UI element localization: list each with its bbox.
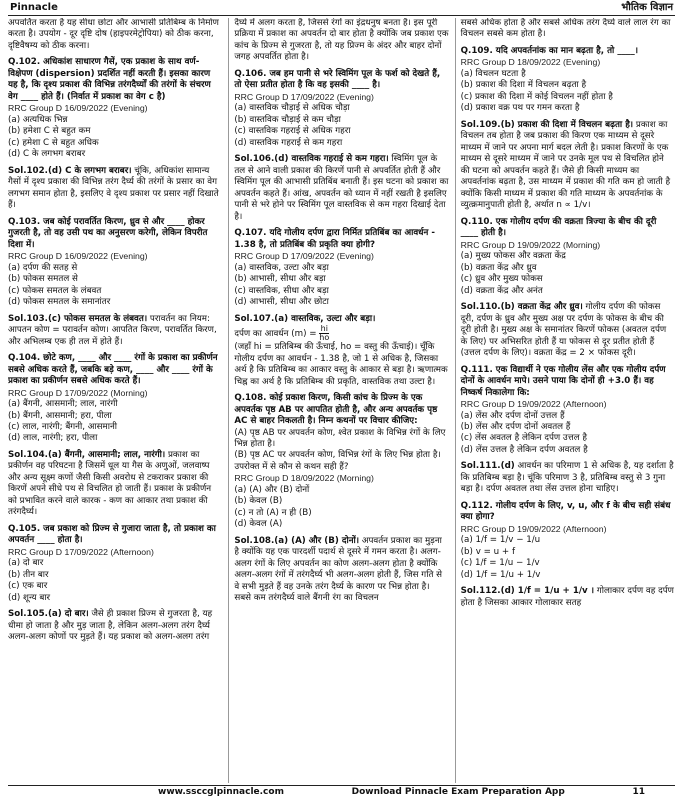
option-b: (b) तीन बार: [8, 569, 49, 580]
solution-head: Sol.111.(d): [460, 461, 515, 472]
solution-body: प्रकाश का विचलन तब होता है जब प्रकाश की किरण एक माध्यम से दूसरे माध्यम में जाने पर अपना मार्ग बदल लेती है। प्रकाश किरणों के एक माध्यम से दूसरे माध्यम में जाने पर उनके मूल पथ से विचलित होने की घटना को अपवर्तन कहते हैं। जैसे ही किसी माध्यम का अपवर्तनांक बढ़ता है, उस माध्यम में प्रकाश की गति कम हो जाती है क्योंकि किसी माध्यम में प्रकाश की गति माध्यम के अपवर्तनांक के व्युत्क्रमानुपाती होती है, अर्थात n ∝ 1/v।: [460, 119, 671, 211]
question-105: [8, 524, 222, 604]
page-header: [8, 0, 675, 16]
question-text: Q.102. अधिकांश साधारण गैसें, एक प्रकाश के साथ वर्ण-विक्षेपण (dispersion) प्रदर्शित नहीं करती हैं। इसका कारण यह है, कि दृश्य प्रकाश की विभिन्न तरंगदैर्घ्यों की तरंगों के संचरण वेग ____ होते हैं। (निर्वात में प्रकाश का वेग c है): [8, 57, 211, 102]
paragraph: सबसे अधिक होता है और सबसे अधिक तरंग दैर्घ्य वाले लाल रंग का विचलन सबसे कम होता है।: [460, 18, 671, 40]
option-c: (c) न तो (A) न ही (B): [234, 507, 312, 518]
exam-tag: RRC Group D 19/09/2022 (Morning): [460, 239, 601, 250]
solution-104: [8, 450, 222, 519]
option-d: (d) वक्रता केंद्र और अनंत: [460, 285, 543, 296]
option-a: (a) मुख्य फोकस और वक्रता केंद्र: [460, 251, 566, 262]
question-text: Q.106. जब हम पानी से भरे स्विमिंग पूल के फर्श को देखते हैं, तो ऐसा प्रतीत होता है कि वह इसकी ____ है।: [234, 68, 441, 91]
exam-tag: RRC Group D 19/09/2022 (Afternoon): [460, 399, 607, 410]
column-1: [8, 18, 222, 783]
exam-tag: RRC Group D 16/09/2022 (Evening): [8, 103, 148, 114]
option-a: (a) दर्पण की सतह से: [8, 262, 78, 273]
column-3: [455, 18, 675, 783]
question-110: [461, 217, 675, 297]
solution-head: Sol.104.(a) बैंगनी, आसमानी; लाल, नारंगी।: [8, 449, 166, 460]
solution-102: [8, 166, 222, 212]
question-111: [461, 365, 675, 457]
solution-112: [461, 586, 675, 609]
question-text: Q.107. यदि गोलीय दर्पण द्वारा निर्मित प्रतिबिंब का आवर्धन - 1.38 है, तो प्रतिबिंब की प्रकृति क्या होगी?: [234, 228, 435, 250]
column-2: [228, 18, 448, 783]
solution-head: Sol.103.(c) फोकस समतल के लंबवत।: [8, 313, 148, 324]
question-108: [234, 393, 448, 531]
solution-103: [8, 314, 222, 348]
question-text: Q.108. कोई प्रकाश किरण, किसी कांच के प्रिज्म के एक अपवर्तक पृष्ठ AB पर आपतित होती है, और अन्य अपवर्तक पृष्ठ AC से बाहर निकलती है। निम्न कथनों पर विचार कीजिए:: [234, 393, 438, 427]
question-106: [234, 69, 448, 149]
solution-head: Sol.109.(b) प्रकाश की दिशा में विचलन बढ़ता है।: [460, 119, 634, 130]
option-a: (a) 1/f = 1/v − 1/u: [460, 535, 541, 546]
option-d: (d) प्रकाश वक्र पथ पर गमन करता है: [460, 103, 580, 114]
option-d: (d) लेंस उत्तल है लेकिन दर्पण अवतल है: [460, 444, 588, 455]
question-103: [8, 217, 222, 309]
solution-head: Sol.102.(d) C के लगभग बराबर।: [8, 165, 132, 176]
exam-tag: RRC Group D 17/09/2022 (Afternoon): [8, 546, 154, 557]
option-c: (c) फोकस समतल के लंबवत: [8, 285, 102, 296]
option-d: (d) आभासी, सीधा और छोटा: [234, 297, 329, 308]
option-b: (b) फोकस समतल से: [8, 274, 78, 285]
solution-head: Sol.106.(d) वास्तविक गहराई से कम गहरा।: [234, 154, 389, 165]
solution-110: [461, 302, 675, 359]
option-a: (a) विचलन घटता है: [460, 68, 526, 79]
solution-body: अपवर्तन प्रकाश का मुड़ना है क्योंकि यह एक पारदर्शी पदार्थ से दूसरे में गमन करता है। अलग-अलग रंगों के लिए अपवर्तन का कोण अलग-अलग होता है क्योंकि अलग-अलग रंगों में तरंगदैर्घ्य भी अलग-अलग होती हैं, जिस गति से वे सभी मुड़ते हैं वह उनके तरंग दैर्घ्य के कारण पर भिन्न होता है। सबसे कम तरंगदैर्घ्य वाले बैंगनी रंग का विचलन: [234, 535, 443, 604]
option-d: (d) वास्तविक गहराई से कम गहरा: [234, 137, 343, 148]
solution-head: Sol.112.(d) 1/f = 1/u + 1/v ।: [460, 586, 595, 597]
question-109: [461, 46, 675, 115]
option-c: (c) लाल, नारंगी; बैंगनी, आसमानी: [8, 421, 118, 432]
solution-body: (जहाँ hi = प्रतिबिम्ब की ऊँचाई, ho = वस्तु की ऊँचाई)। चूँकि गोलीय दर्पण का आवर्धन - 1.38 है, जो 1 से अधिक है, जिसका अर्थ है कि प्रतिबिम्ब का आकार वस्तु के आकार से बड़ा है। ऋणात्मक चिह्न का अर्थ है कि प्रतिबिम्ब की प्रकृति, वास्तविक तथा उल्टा है।: [234, 342, 448, 387]
solution-105: [8, 609, 222, 643]
option-b: (b) केवल (B): [234, 496, 283, 507]
option-d: (d) 1/f = 1/u + 1/v: [460, 569, 541, 580]
option-d: (d) केवल (A): [234, 519, 283, 530]
solution-body: जैसे ही प्रकाश प्रिज्म से गुजरता है, यह धीमा हो जाता है और मुड़ जाता है, लेकिन अलग-अलग तरंग दैर्घ्य अलग-अलग कोणों पर मुड़ते हैं। यह प्रकाश को अलग-अलग तरंग: [8, 609, 213, 643]
option-a: (a) (A) और (B) दोनों: [234, 484, 310, 495]
website-link[interactable]: www.ssccglpinnacle.com: [158, 787, 284, 798]
fraction-denominator: ho: [319, 333, 330, 343]
statement-b: (B) पृष्ठ AC पर अपवर्तन कोण, विभिन्न रंगों के लिए भिन्न होता है।: [234, 450, 441, 461]
option-c: (c) ध्रुव और मुख्य फोकस: [460, 274, 543, 285]
option-b: (b) हमेशा C से बहुत कम: [8, 126, 91, 137]
option-c: (c) वास्तविक, सीधा और बड़ा: [234, 285, 329, 296]
subject-title: भौतिक विज्ञान: [621, 1, 673, 13]
solution-body: आवर्धन का परिमाण 1 से अधिक है, यह दर्शाता है कि प्रतिबिम्ब बड़ा है। चूंकि परिमाण 3 है, प्रतिबिम्ब वस्तु से 3 गुना बड़ा है। दर्पण अवतल तथा लेंस उत्तल होना चाहिए।: [460, 461, 674, 495]
page-number: 11: [632, 787, 645, 798]
option-b: (b) v = u + f: [460, 546, 516, 557]
solution-109: [461, 120, 675, 212]
page-footer: [8, 785, 675, 800]
exam-tag: RRC Group D 16/09/2022 (Evening): [8, 251, 148, 262]
option-d: (d) लाल, नारंगी; हरा, पीला: [8, 433, 98, 444]
exam-tag: RRC Group D 18/09/2022 (Evening): [460, 57, 601, 68]
app-promo: Download Pinnacle Exam Preparation App: [351, 787, 565, 798]
question-text: Q.110. एक गोलीय दर्पण की वक्रता त्रिज्या के बीच की दूरी ____ होती है।: [460, 216, 657, 239]
exam-tag: RRC Group D 19/09/2022 (Afternoon): [460, 523, 607, 534]
solution-head: Sol.110.(b) वक्रता केंद्र और ध्रुव।: [460, 302, 583, 313]
solution-head: Sol.107.(a) वास्तविक, उल्टा और बड़ा।: [234, 313, 376, 324]
exam-tag: RRC Group D 17/09/2022 (Evening): [234, 91, 374, 102]
option-a: (a) वास्तविक, उल्टा और बड़ा: [234, 262, 329, 273]
question-text: Q.103. जब कोई परावर्तित किरण, ध्रुव से और ____ होकर गुजरती है, तो वह उसी पथ का अनुसरण करेगी, लेकिन विपरीत दिशा में।: [8, 216, 208, 250]
option-c: (c) हमेशा C से बहुत अधिक: [8, 137, 99, 148]
question-ask: उपरोक्त में से कौन से कथन सही हैं?: [234, 461, 349, 472]
solution-head: Sol.108.(a) (A) और (B) दोनों।: [234, 535, 360, 546]
solution-body: गोलीय दर्पण की फोकस दूरी, दर्पण के ध्रुव और मुख्य अक्ष पर दर्पण के फोकस के बीच की दूरी होती है। मुख्य अक्ष के समानांतर किरणें फोकस (अवतल दर्पण के लिए) पर अभिसरित होती हैं या फोकस से दूर प्रतीत होती हैं (उत्तल दर्पण के लिए)। वक्रता केंद्र = 2 × फोकस दूरी।: [460, 302, 667, 359]
question-104: [8, 353, 222, 445]
option-c: (c) प्रकाश की दिशा में कोई विचलन नहीं होता है: [460, 91, 613, 102]
paragraph: दैर्घ्य में अलग करता है, जिससे रंगों का इंद्रधनुष बनता है। इस पूरी प्रक्रिया में प्रकाश का अपवर्तन दो बार होता है क्योंकि जब प्रकाश एक कांच के प्रिज्म से गुजरता है, तो यह प्रिज्म के अंदर और बाहर दोनों जगह अपवर्तित होता है।: [234, 18, 449, 63]
option-b: (b) वास्तविक चौड़ाई से कम चौड़ा: [234, 114, 341, 125]
solution-body: स्विमिंग पूल के तल से आने वाली प्रकाश की किरणें पानी से अपवर्तित होती हैं और स्विमिंग पूल की आभासी प्रतिबिंब बनाती हैं। इस घटना को प्रकाश का अपवर्तन कहते हैं। आंख, अपवर्तन को ध्यान में नहीं रखती है इसलिए पानी से भरे होने पर स्विमिंग पूल वास्तविक से कम गहरा दिखाई देता है।: [234, 154, 449, 222]
exam-tag: RRC Group D 18/09/2022 (Morning): [234, 473, 374, 484]
option-d: (d) शून्य बार: [8, 592, 51, 603]
solution-body: परावर्तन का नियम: आपतन कोण = परावर्तन कोण। आपतित किरण, परावर्तित किरण, और अभिलम्ब एक ही तल में होते हैं।: [8, 313, 217, 347]
option-c: (c) एक बार: [8, 581, 48, 592]
exam-tag: RRC Group D 17/09/2022 (Morning): [8, 387, 148, 398]
question-107: [234, 228, 448, 308]
fraction-numerator: hi: [320, 324, 328, 334]
solution-body: चूंकि, अधिकांश सामान्य गैसों में दृश्य प्रकाश की विभिन्न तरंग दैर्घ्य की तरंगों के प्रसार का वेग लगभग समान होता है, इसलिए वे दृश्य प्रकाश पर प्रसार नहीं दिखाते हैं।: [8, 165, 219, 211]
option-b: (b) प्रकाश की दिशा में विचलन बढ़ता है: [460, 80, 587, 91]
exam-tag: RRC Group D 17/09/2022 (Evening): [234, 251, 374, 262]
question-text: Q.105. जब प्रकाश को प्रिज्म से गुजारा जाता है, तो प्रकाश का अपवर्तन ____ होता है।: [8, 523, 216, 546]
paragraph: अपवर्तित करता है यह सीधा छोटा और आभासी प्रतिबिम्ब के निर्माण करता है। उपयोग - दूर दृष्टि दोष (हाइपरमेट्रोपिया) को ठीक करना, दृष्टिवैषम्य को ठीक करना।: [8, 18, 219, 51]
solution-106: [234, 154, 448, 223]
option-d: (d) C के लगभग बराबर: [8, 149, 86, 160]
option-b: (b) लेंस और दर्पण दोनों अवतल हैं: [460, 421, 571, 432]
option-a: (a) वास्तविक चौड़ाई से अधिक चौड़ा: [234, 103, 350, 114]
option-a: (a) अत्यधिक भिन्न: [8, 114, 68, 125]
question-text: Q.104. छोटे कण, ____ और ____ रंगों के प्रकाश का प्रकीर्णन सबसे अधिक करते हैं, जबकि बड़े कण, ____ और ____ रंगों के प्रकाश का प्रकीर्णन सबसे अधिक करते हैं।: [8, 353, 218, 387]
question-text: Q.109. यदि अपवर्तनांक का मान बढ़ता है, तो ____।: [460, 45, 638, 56]
option-c: (c) 1/f = 1/u − 1/v: [460, 558, 540, 569]
question-text: Q.112. गोलीय दर्पण के लिए, v, u, और f के बीच सही संबंध क्या होगा?: [460, 500, 671, 523]
option-a: (a) लेंस और दर्पण दोनों उत्तल हैं: [460, 410, 565, 421]
magnification-formula: [234, 325, 448, 342]
option-a: (a) दो बार: [8, 558, 44, 569]
solution-111: [461, 461, 675, 495]
publisher-name: Pinnacle: [10, 1, 58, 13]
option-b: (b) वक्रता केंद्र और ध्रुव: [460, 262, 537, 273]
question-text: Q.111. एक विद्यार्थी ने एक गोलीय लेंस और एक गोलीय दर्पण दोनों के आवर्धन मापे। उसने पाया कि दोनों ही +3.0 हैं। वह निष्कर्ष निकालेगा कि:: [460, 364, 666, 398]
question-102: [8, 57, 222, 160]
option-a: (a) बैंगनी, आसमानी; लाल, नारंगी: [8, 399, 118, 410]
option-d: (d) फोकस समतल के समानांतर: [8, 297, 111, 308]
option-b: (b) बैंगनी, आसमानी; हरा, पीला: [8, 410, 112, 421]
solution-107: [234, 314, 448, 388]
option-c: (c) वास्तविक गहराई से अधिक गहरा: [234, 126, 351, 137]
option-b: (b) आभासी, सीधा और बड़ा: [234, 274, 326, 285]
formula-lead: दर्पण का आवर्धन (m) =: [234, 329, 317, 340]
solution-108: [234, 536, 448, 605]
content-columns: [8, 16, 675, 783]
question-112: [461, 501, 675, 581]
statement-a: (A) पृष्ठ AB पर अपवर्तन कोण, श्वेत प्रकाश के विभिन्न रंगों के लिए भिन्न होता है।: [234, 427, 446, 449]
solution-body: गोलाकार दर्पण वह दर्पण होता है जिसका आकार गोलाकार सतह: [460, 586, 674, 608]
option-c: (c) लेंस अवतल है लेकिन दर्पण उत्तल है: [460, 433, 587, 444]
solution-body: प्रकाश का प्रकीर्णन वह परिघटना है जिसमें धूल या गैस के अणुओं, जलवाष्प और अन्य सूक्ष्म कणों जैसी किसी अवरोध से टकराकर प्रकाश की किरणें अपने सीधे पथ से विचलित हो जाती हैं। प्रकाश के प्रकीर्णन को प्रभावित करने वाले कारक - कण का आकार तथा प्रकाश की तरंगदैर्घ्य।: [8, 449, 212, 518]
solution-head: Sol.105.(a) दो बार।: [8, 609, 89, 620]
fraction: [319, 325, 329, 342]
